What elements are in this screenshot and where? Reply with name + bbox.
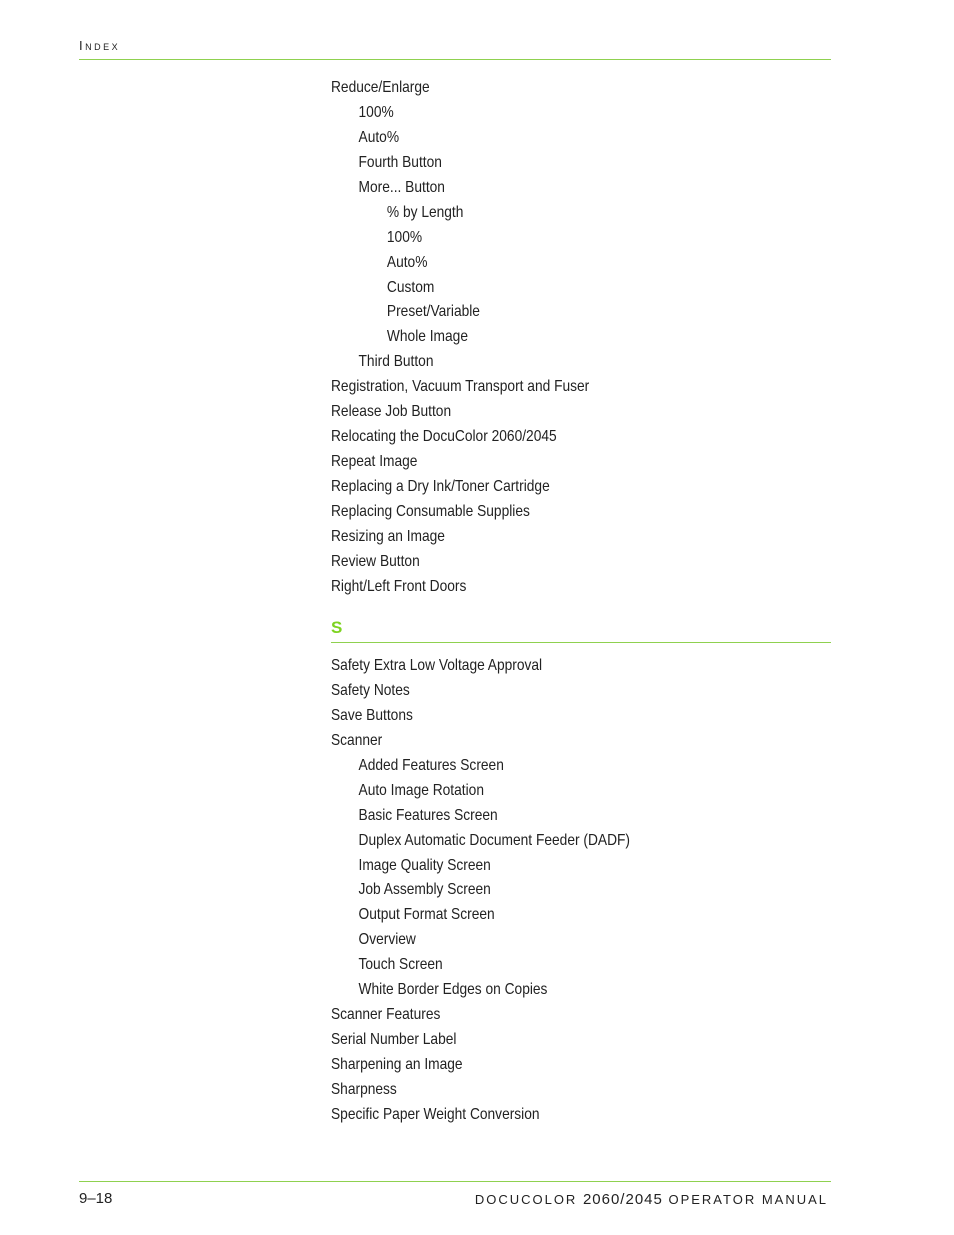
index-entry: Repeat Image [331,453,418,471]
running-header: Index [79,38,121,53]
index-list-r [331,76,831,600]
page-number: 9–18 [79,1190,113,1207]
index-entry: Auto Image Rotation [358,781,484,799]
index-entry: Added Features Screen [358,756,504,774]
index-entry: Preset/Variable [386,303,480,321]
footer-rule [79,1181,831,1182]
index-entry: More... Button [358,178,445,196]
index-entry: Right/Left Front Doors [331,577,467,595]
index-entry: Specific Paper Weight Conversion [331,1105,540,1123]
index-entry: 100% [386,228,423,246]
index-entry: Job Assembly Screen [358,881,491,899]
index-entry: Image Quality Screen [358,856,491,874]
index-entry: Basic Features Screen [358,806,498,824]
index-entry: Touch Screen [358,956,443,974]
index-entry: % by Length [386,203,464,221]
header-rule [79,59,831,60]
section-rule [331,642,831,643]
index-entry: Resizing an Image [331,527,445,545]
index-entry: Custom [386,278,435,296]
index-entry: Save Buttons [331,706,413,724]
index-entry: Third Button [358,353,434,371]
footer-manual-title [475,1191,828,1208]
index-entry: Safety Extra Low Voltage Approval [331,657,543,674]
footer-brand: DOCUCOLOR [474,1192,583,1207]
index-entry: Sharpening an Image [331,1056,463,1073]
index-entry: Whole Image [386,328,468,346]
index-entry: Serial Number Label [331,1031,457,1049]
index-entry: Replacing Consumable Supplies [331,502,530,520]
index-entry: Review Button [331,552,420,570]
index-entry: Replacing a Dry Ink/Toner Cartridge [331,478,550,495]
footer-model: 2060/2045 [582,1191,663,1208]
index-entry: Relocating the DocuColor 2060/2045 [331,428,557,446]
index-entry: Reduce/Enlarge [331,79,430,96]
index-entry: Release Job Button [331,403,452,421]
index-entry: Scanner [331,731,383,749]
index-entry: Sharpness [331,1080,397,1098]
footer-subtitle: OPERATOR MANUAL [662,1192,828,1207]
index-list-s [331,654,831,1128]
index-entry: Overview [358,931,416,949]
index-entry: Safety Notes [331,681,410,699]
index-entry: White Border Edges on Copies [358,981,548,999]
index-entry: 100% [358,103,394,121]
index-entry: Fourth Button [358,153,442,171]
index-entry: Auto% [358,128,400,146]
index-entry: Auto% [386,253,428,271]
index-entry: Duplex Automatic Document Feeder (DADF) [358,831,630,849]
section-heading-s: S [331,618,343,637]
index-entry: Output Format Screen [358,906,495,924]
index-entry: Registration, Vacuum Transport and Fuser [331,378,590,396]
index-entry: Scanner Features [331,1006,441,1024]
